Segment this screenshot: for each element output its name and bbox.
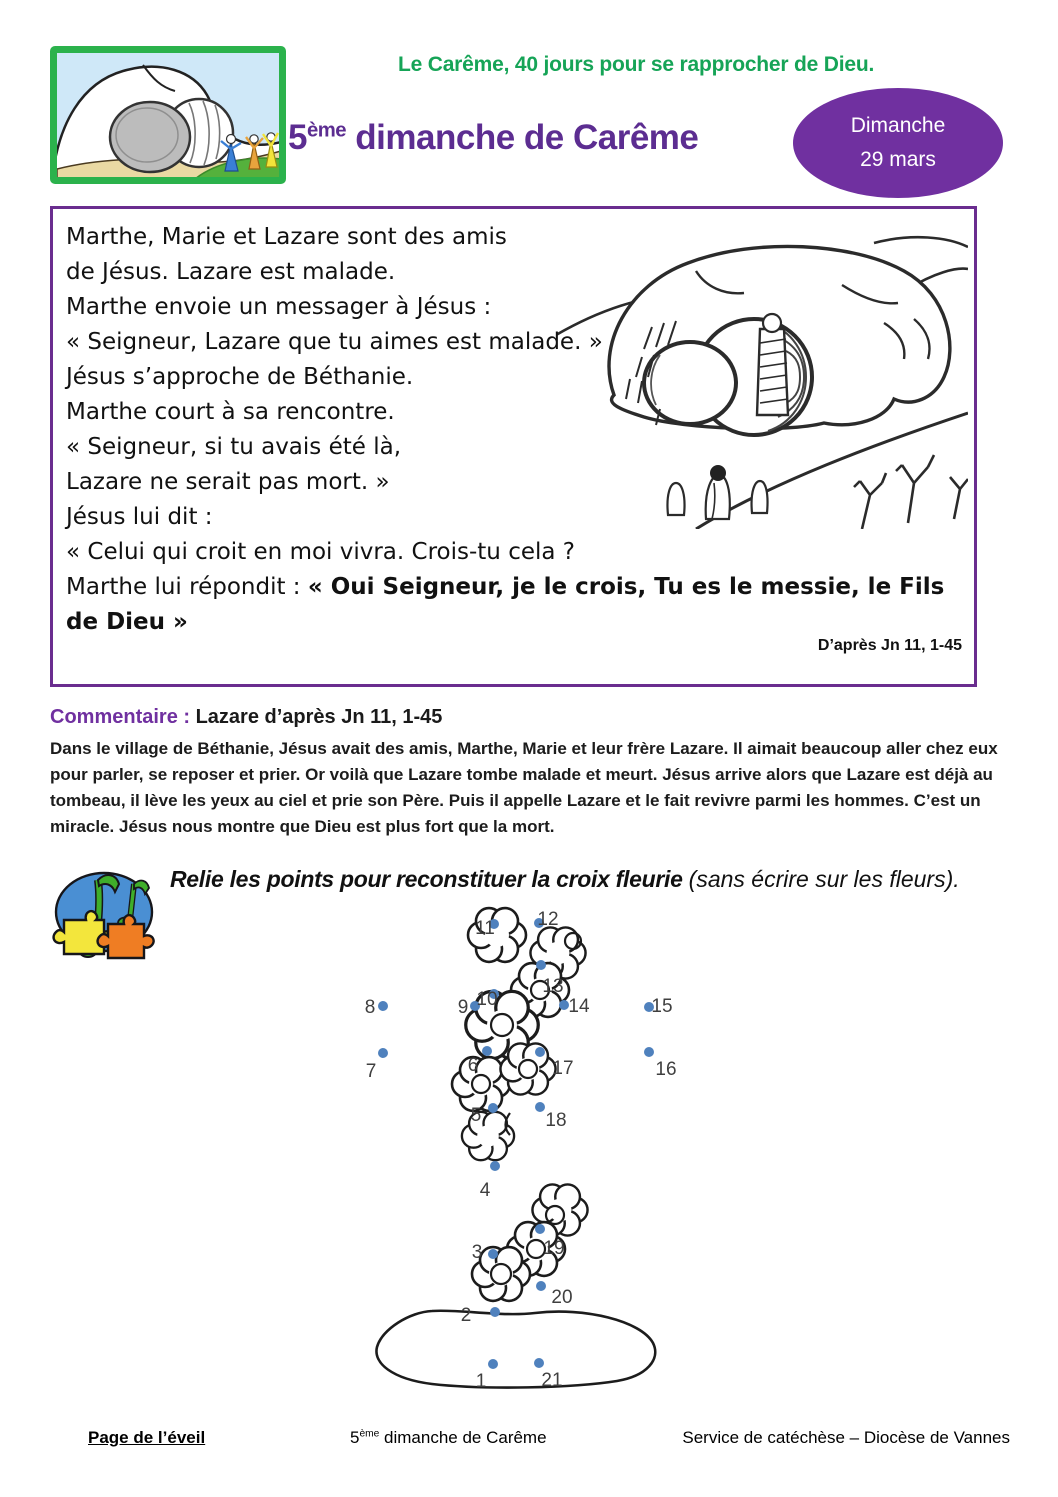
story-line-reply: Marthe lui répondit : « Oui Seigneur, je le crois, Tu es le messie, le Fils — [66, 574, 945, 600]
dot-number-label: 20 — [551, 1287, 573, 1308]
dot-number-label: 18 — [545, 1110, 567, 1131]
dot — [490, 1161, 500, 1171]
dot-number-label: 9 — [457, 997, 469, 1018]
dot-number-label: 7 — [365, 1061, 377, 1082]
dot-number-label: 21 — [541, 1370, 563, 1391]
story-line-reply-end: de Dieu » — [66, 609, 188, 635]
dot-to-dot-canvas — [330, 893, 750, 1405]
dot — [482, 1046, 492, 1056]
dot-number-label: 2 — [460, 1305, 472, 1326]
scripture-attribution: D’après Jn 11, 1-45 — [817, 637, 962, 654]
dot — [534, 1358, 544, 1368]
dot — [488, 1103, 498, 1113]
story-line: Marthe court à sa rencontre. — [66, 399, 395, 425]
commentary-section — [50, 704, 1010, 840]
dot — [488, 1359, 498, 1369]
badge-day: Dimanche — [850, 114, 946, 137]
instruction-rest: (sans écrire sur les fleurs). — [688, 866, 960, 892]
footer-ordinal-sup: ème — [359, 1428, 380, 1440]
dot — [378, 1048, 388, 1058]
empty-tomb-thumbnail — [50, 46, 286, 184]
story-line: de Jésus. Lazare est malade. — [66, 259, 396, 285]
dot-number-label: 3 — [471, 1242, 483, 1263]
footer-document-title: 5ème dimanche de Carême — [350, 1428, 547, 1447]
dot — [535, 1047, 545, 1057]
empty-tomb-cartoon-icon — [57, 53, 279, 177]
date-badge — [793, 88, 1003, 198]
dot — [535, 1224, 545, 1234]
story-line: Jésus lui dit : — [66, 504, 213, 530]
reply-bold: « Oui Seigneur, je le crois, Tu es le messie, le Fils — [307, 574, 945, 600]
story-line: Marthe envoie un messager à Jésus : — [66, 294, 492, 320]
story-line: Lazare ne serait pas mort. » — [66, 469, 390, 495]
dot — [490, 1307, 500, 1317]
instruction-bold: Relie les points pour reconstituer la croix fleurie — [170, 866, 689, 892]
story-line: Marthe, Marie et Lazare sont des amis — [66, 224, 507, 250]
commentary-label: Commentaire : — [50, 706, 191, 728]
dot-number-label: 8 — [364, 997, 376, 1018]
dot-number-label: 5 — [470, 1105, 482, 1126]
activity-instruction — [170, 861, 965, 897]
dot — [378, 1001, 388, 1011]
story-line: « Seigneur, si tu avais été là, — [66, 434, 402, 460]
story-line: « Seigneur, Lazare que tu aimes est malade. » — [66, 329, 603, 355]
dot-number-label: 1 — [475, 1371, 487, 1392]
dot-number-label: 14 — [568, 996, 590, 1017]
gospel-story-box — [50, 206, 977, 687]
dot-number-label: 11 — [475, 918, 495, 939]
lent-tagline: Le Carême, 40 jours pour se rapprocher de Dieu. — [398, 53, 875, 76]
dot-number-label: 19 — [543, 1238, 565, 1259]
ground-outline — [376, 1311, 655, 1388]
story-line: « Celui qui croit en moi vivra. Crois-tu cela ? — [66, 539, 575, 565]
dot-number-label: 12 — [537, 909, 559, 930]
dot — [536, 960, 546, 970]
badge-date: 29 mars — [860, 148, 936, 171]
dot-number-label: 4 — [479, 1180, 491, 1201]
dot-number-label: 17 — [552, 1058, 574, 1079]
commentary-subject: Lazare — [190, 706, 259, 728]
footer-publisher: Service de catéchèse – Diocèse de Vannes — [682, 1428, 1010, 1447]
commentary-heading — [50, 704, 1010, 730]
dot-number-label: 16 — [655, 1059, 677, 1080]
title-ordinal-sup: ème — [306, 119, 347, 142]
commentary-body: Dans le village de Béthanie, Jésus avait des amis, Marthe, Marie et leur frère Lazare. Il aimait beaucoup aller chez eux pour parler, se reposer et prier. Or voilà que Lazare tombe malade et meurt. Jésus arrive alors que Lazare est déjà au tombeau, il lève les yeux au ciel et prie son Père. Puis il appelle Lazare et le fait revivre parmi les hommes. C’est un miracle. Jésus nous montre que Dieu est plus fort que la mort. — [50, 739, 998, 836]
story-line: Jésus s’approche de Béthanie. — [66, 364, 414, 390]
puzzle-music-icon — [46, 858, 160, 974]
dot — [644, 1047, 654, 1057]
page-title: 5ème dimanche de Carême — [288, 118, 699, 157]
footer-page-name: Page de l’éveil — [88, 1428, 206, 1447]
dot-number-label: 13 — [542, 976, 564, 997]
dot — [536, 1281, 546, 1291]
dot-number-label: 15 — [651, 996, 673, 1017]
dot — [535, 1102, 545, 1112]
story-text — [66, 220, 971, 640]
commentary-reference: d’après Jn 11, 1-45 — [258, 706, 443, 728]
dot-number-label: 6 — [467, 1055, 479, 1076]
dot-number-label: 10 — [476, 989, 498, 1010]
dot — [488, 1249, 498, 1259]
